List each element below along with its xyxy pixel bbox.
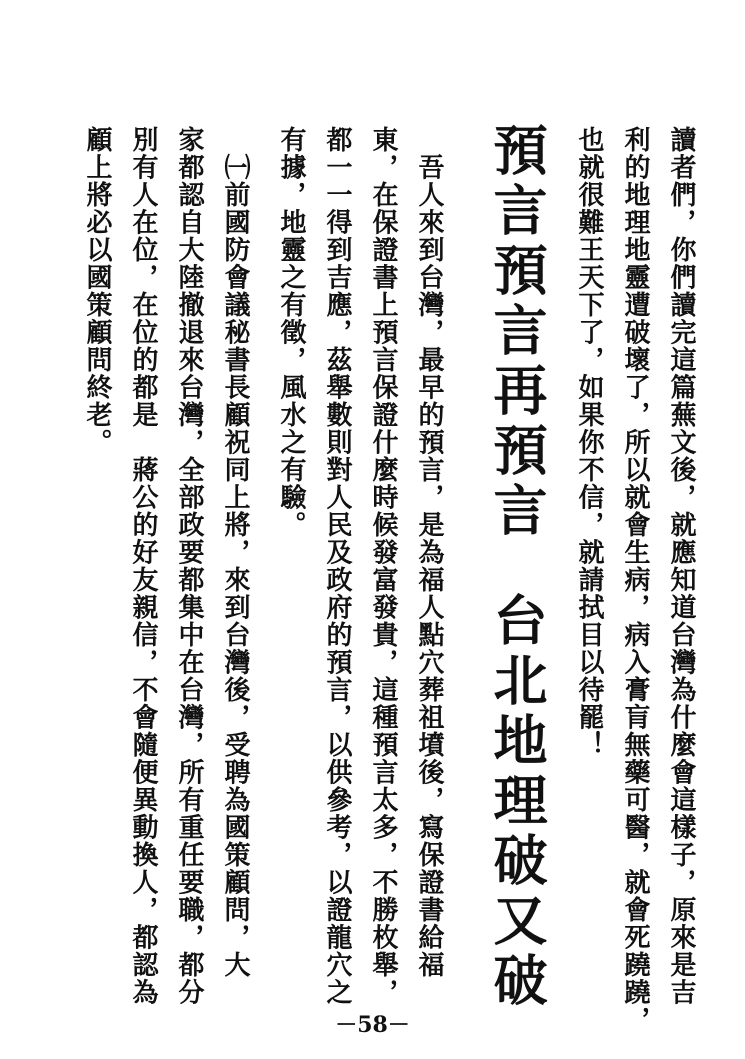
intro-line-1: 讀者們，你們讀完這篇蕪文後，就應知道台灣為什麼會這樣子，原來是吉 [666,126,696,1006]
body-line-3: 都一一得到吉應，茲舉數則對人民及政府的預言，以供參考，以證龍穴之 [322,126,352,1006]
article-title-main: 預言預言再預言 [485,122,548,542]
body-line-4: 有據，地靈之有徵，風水之有驗。 [276,126,306,539]
intro-line-2: 利的地理地靈遭破壞了，所以就會生病，病入膏肓無藥可醫，就會死蹺蹺， [620,126,650,1034]
article-title-sub: 台北地理破又破 [485,592,548,1012]
body-line-5: ㈠前國防會議秘書長顧祝同上將，來到台灣後，受聘為國策顧問，大 [220,126,250,979]
body-line-2: 東，在保證書上預言保證什麼時候發富發貴，這種預言太多，不勝枚舉， [368,126,398,1006]
intro-line-3: 也就很難王天下了，如果你不信，就請拭目以待罷！ [574,126,604,759]
body-line-7: 別有人在位，在位的都是 蔣公的好友親信，不會隨便異動換人，都認為 [128,126,158,1006]
body-line-1: 吾人來到台灣，最早的預言，是為福人點穴葬祖墳後，寫保證書給福 [414,126,444,979]
page-number: －58－ [335,1012,410,1038]
body-line-8: 顧上將必以國策顧問終老。 [82,126,112,456]
body-line-6: 家都認自大陸撤退來台灣，全部政要都集中在台灣，所有重任要職，都分 [174,126,204,1006]
